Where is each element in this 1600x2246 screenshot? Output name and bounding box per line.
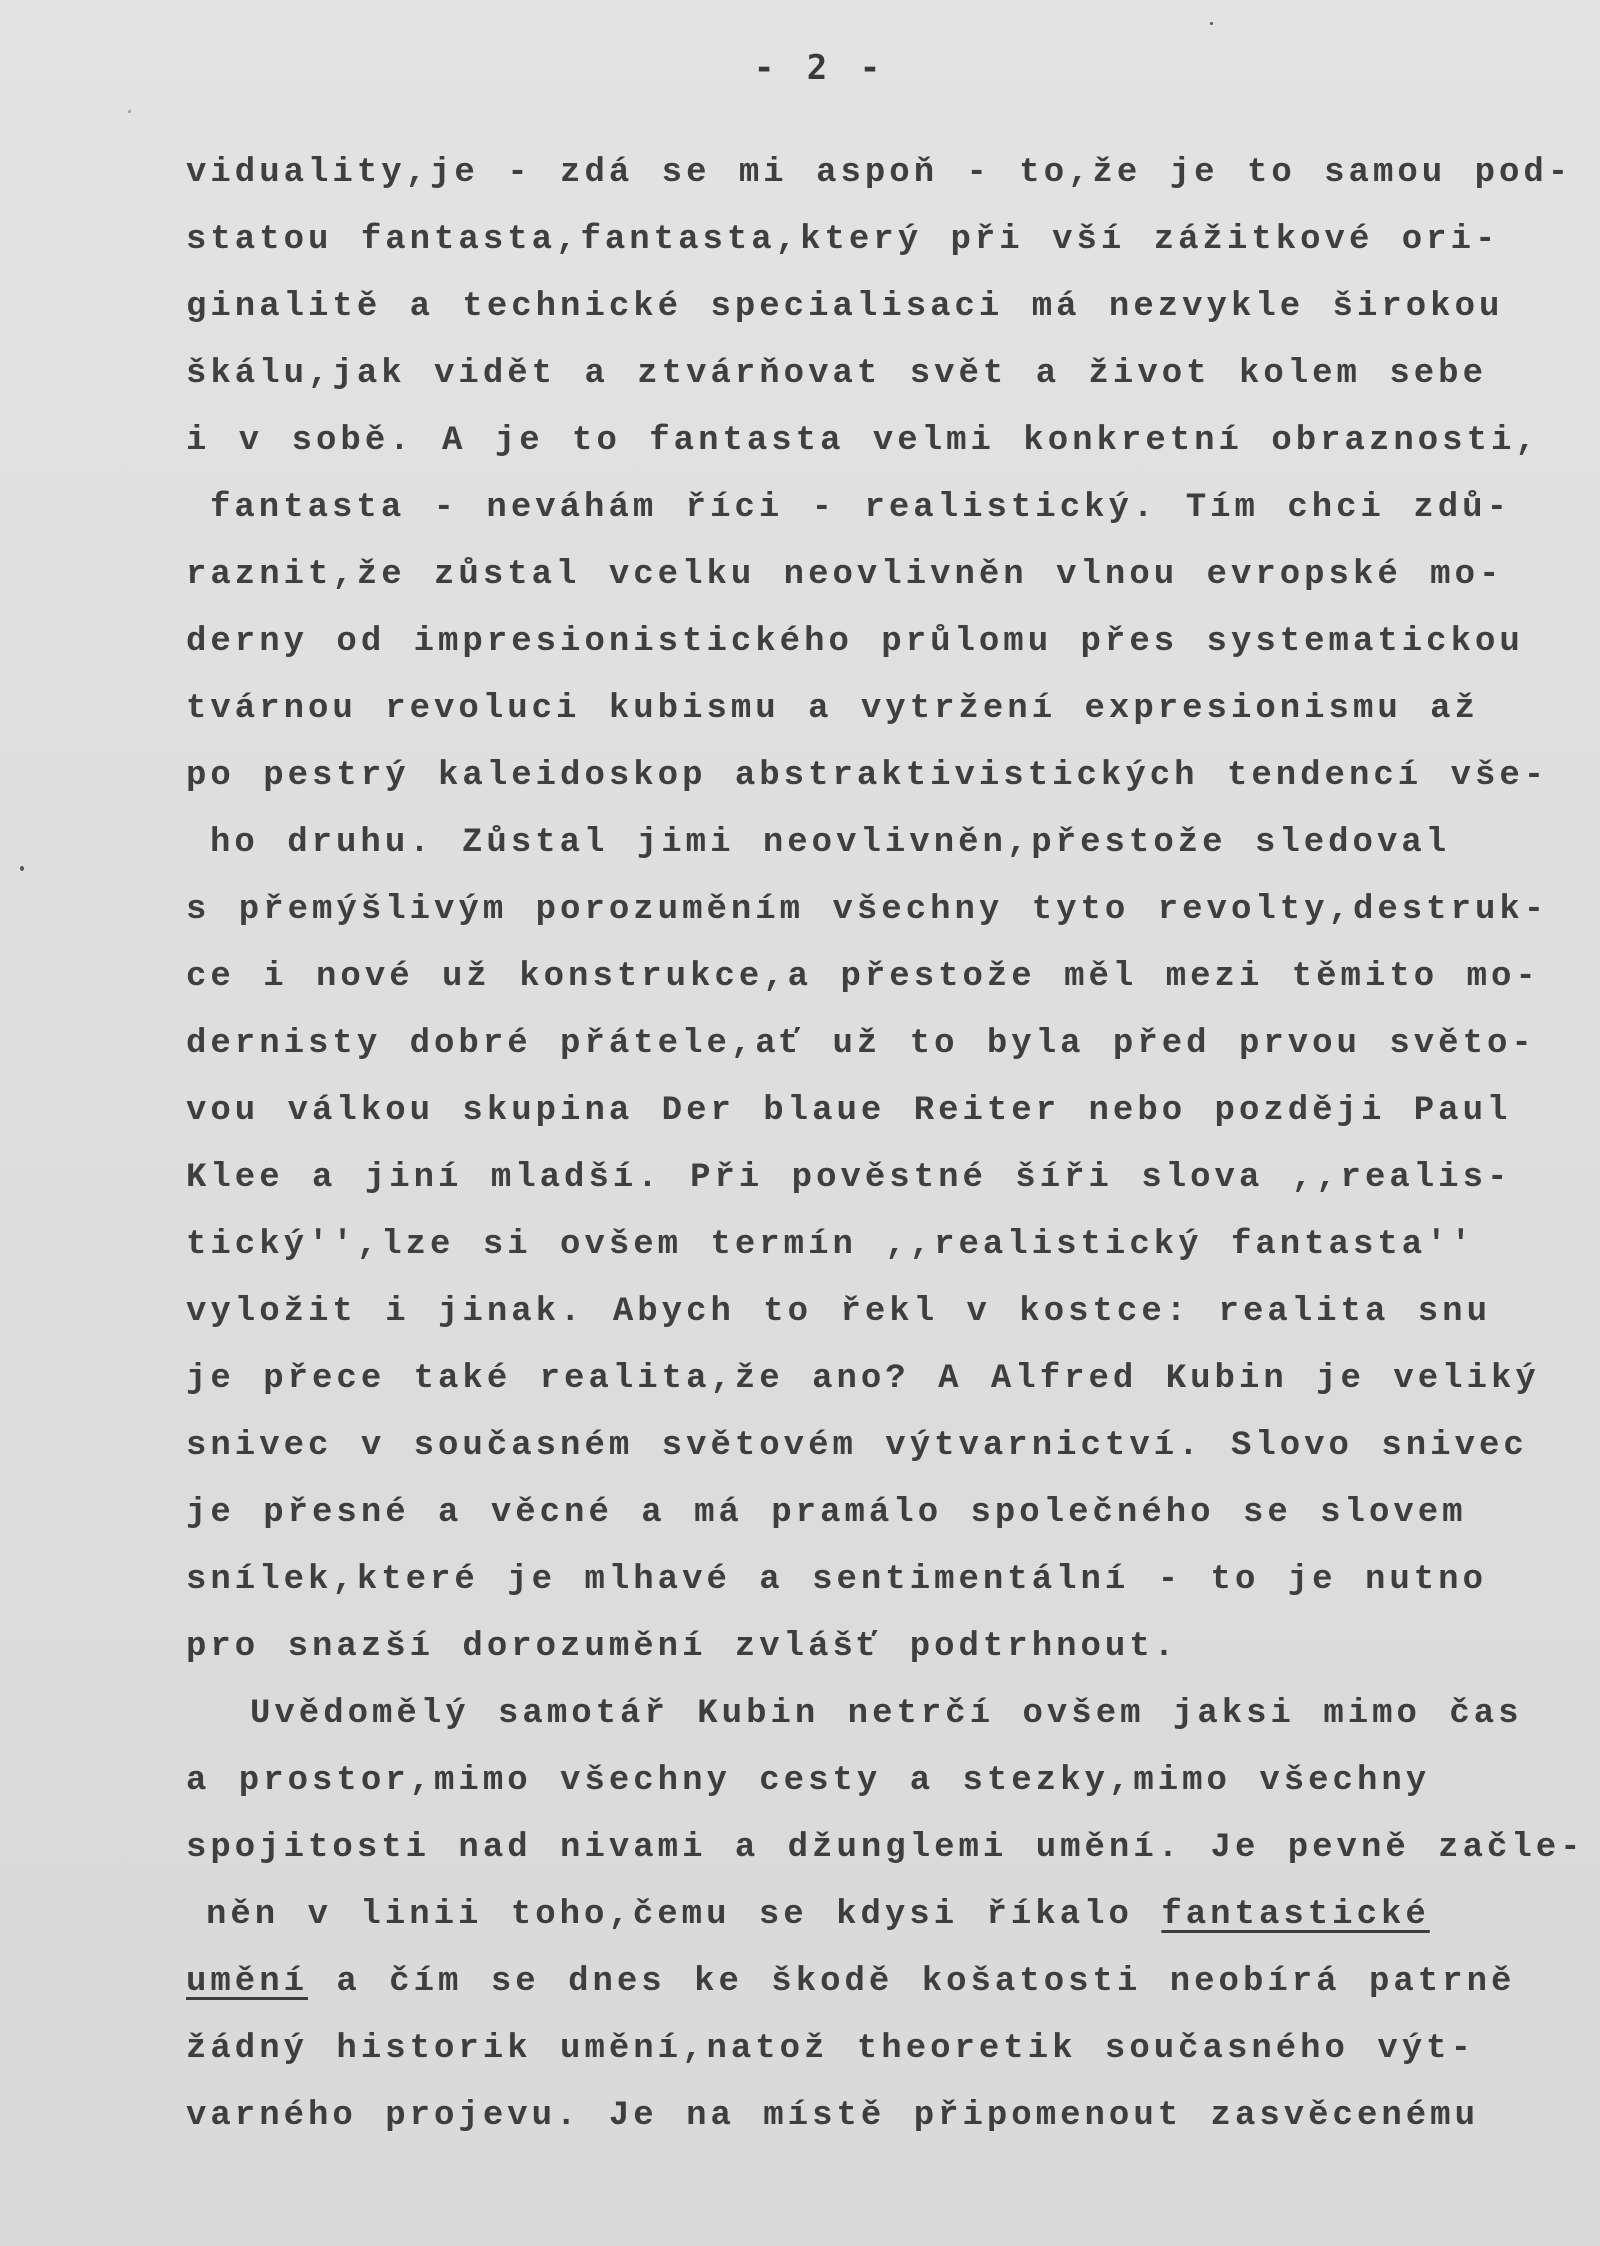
text-line: škálu,jak vidět a ztvárňovat svět a život kolem sebe <box>186 355 1487 393</box>
text-line: statou fantasta,fantasta,který při vší zážitkové ori- <box>186 221 1500 259</box>
text-line: tvárnou revoluci kubismu a vytržení expresionismu až <box>186 690 1479 728</box>
text-line: je přesné a věcné a má pramálo společného se slovem <box>186 1494 1467 1532</box>
text-line-with-underline <box>186 1882 1546 1949</box>
text-line: derny od impresionistického průlomu přes systematickou <box>186 623 1524 661</box>
underlined-term: umění <box>186 1963 309 2001</box>
text-line: žádný historik umění,natož theoretik současného výt- <box>186 2030 1475 2068</box>
text-line: vyložit i jinak. Abych to řekl v kostce: realita snu <box>186 1293 1491 1331</box>
text-line: varného projevu. Je na místě připomenout zasvěcenému <box>186 2097 1479 2135</box>
text-line: tický'',lze si ovšem termín ,,realistický fantasta'' <box>186 1226 1475 1264</box>
text-line: dernisty dobré přátele,ať už to byla před prvou světo- <box>186 1025 1536 1063</box>
paper-speck <box>128 110 131 113</box>
paper-speck <box>20 866 24 871</box>
text-line: fantasta - neváhám říci - realistický. Tím chci zdů- <box>210 489 1511 527</box>
text-line: i v sobě. A je to fantasta velmi konkretní obraznosti, <box>186 422 1540 460</box>
text-line: ho druhu. Zůstal jimi neovlivněn,přestože sledoval <box>210 824 1451 862</box>
text-line-with-underline <box>186 1949 1546 2016</box>
text-line: vou válkou skupina Der blaue Reiter nebo později Paul <box>186 1092 1512 1130</box>
text-line: pro snazší dorozumění zvlášť podtrhnout. <box>186 1628 1179 1666</box>
text-line: ce i nové už konstrukce,a přestože měl mezi těmito mo- <box>186 958 1540 996</box>
text-segment: a čím se dnes ke škodě košatosti neobírá patrně <box>308 1963 1516 2001</box>
text-line: ginalitě a technické specialisaci má nezvykle širokou <box>186 288 1504 326</box>
text-line: s přemýšlivým porozuměním všechny tyto revolty,destruk- <box>186 891 1549 929</box>
text-line: raznit,že zůstal vcelku neovlivněn vlnou evropské mo- <box>186 556 1504 594</box>
paper-speck <box>1210 22 1213 25</box>
text-line: a prostor,mimo všechny cesty a stezky,mimo všechny <box>186 1762 1431 1800</box>
underlined-term: fantastické <box>1161 1896 1430 1934</box>
typewritten-body <box>186 140 1585 2150</box>
text-line: je přece také realita,že ano? A Alfred Kubin je veliký <box>186 1360 1540 1398</box>
page-number: - 2 - <box>753 48 887 88</box>
text-line: Klee a jiní mladší. Při pověstné šíři slova ,,realis- <box>186 1159 1512 1197</box>
text-line: spojitosti nad nivami a džunglemi umění. Je pevně začle- <box>186 1829 1585 1867</box>
text-segment: něn v linii toho,čemu se kdysi říkalo <box>206 1896 1133 1934</box>
text-line: snílek,které je mlhavé a sentimentální - to je nutno <box>186 1561 1487 1599</box>
text-line: po pestrý kaleidoskop abstraktivistických tendencí vše- <box>186 757 1549 795</box>
text-line: Uvědomělý samotář Kubin netrčí ovšem jaksi mimo čas <box>250 1695 1523 1733</box>
text-line: viduality,je - zdá se mi aspoň - to,že je to samou pod- <box>186 154 1573 192</box>
text-line: snivec v současném světovém výtvarnictví. Slovo snivec <box>186 1427 1528 1465</box>
